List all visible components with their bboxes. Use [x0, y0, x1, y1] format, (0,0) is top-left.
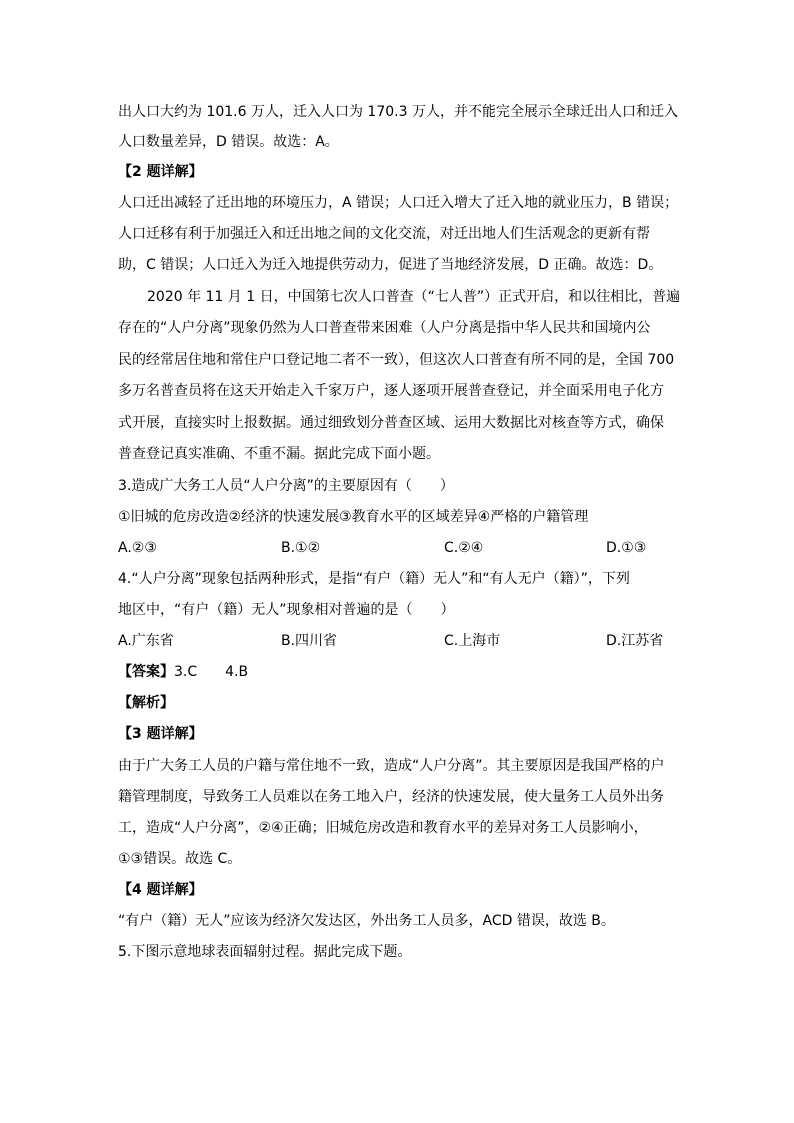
option-a: A.广东省 — [118, 633, 174, 649]
text-line: 人口迁出减轻了迁出地的环境压力，A 错误；人口迁入增大了迁入地的就业压力，B 错误； — [118, 195, 679, 211]
passage-line: 多万名普查员将在这天开始走入千家万户，逐人逐项开展普查登记，并全面采用电子化方 — [118, 383, 664, 399]
question-stem: 5.下图示意地球表面辐射过程。据此完成下题。 — [118, 944, 412, 960]
text-line: 由于广大务工人员的户籍与常住地不一致，造成“人户分离”。其主要原因是我国严格的户 — [118, 758, 665, 774]
question-stem: 地区中，“有户（籍）无人”现象相对普遍的是（ ） — [118, 602, 455, 618]
text-line: ①③错误。故选 C。 — [118, 851, 242, 867]
answer-tag: 【答案】 — [118, 664, 174, 680]
passage-line: 存在的“人户分离”现象仍然为人口普查带来困难（人户分离是指中华人民共和国境内公 — [118, 320, 651, 336]
passage-line: 普查登记真实准确、不重不漏。据此完成下面小题。 — [118, 446, 440, 462]
question-items: ①旧城的危房改造②经济的快速发展③教育水平的区域差异④严格的户籍管理 — [118, 509, 589, 525]
text-line: 工，造成“人户分离”，②④正确；旧城危房改造和教育水平的差异对务工人员影响小， — [118, 820, 648, 836]
section-heading: 【2 题详解】 — [118, 164, 203, 180]
question-stem: 4.“人户分离”现象包括两种形式，是指“有户（籍）无人”和“有人无户（籍）”，下列 — [118, 571, 630, 587]
text-line: “有户（籍）无人”应该为经济欠发达区，外出务工人员多，ACD 错误，故选 B。 — [118, 913, 615, 929]
analysis-heading: 【解析】 — [118, 695, 174, 711]
option-d: D.江苏省 — [606, 633, 664, 649]
passage-line: 2020 年 11 月 1 日，中国第七次人口普查（“七人普”）正式开启，和以往相比，普遍 — [147, 289, 681, 305]
option-b: B.①② — [281, 540, 321, 556]
answer-value: 3.C 4.B — [174, 664, 249, 680]
passage-line: 民的经常居住地和常住户口登记地二者不一致），但这次人口普查有所不同的是，全国 700 — [118, 352, 675, 368]
option-d: D.①③ — [606, 540, 647, 556]
text-line: 人口数量差异，D 错误。故选：A。 — [118, 134, 339, 150]
text-line: 人口迁移有利于加强迁入和迁出地之间的文化交流，对迁出地人们生活观念的更新有帮 — [118, 226, 650, 242]
option-b: B.四川省 — [281, 633, 338, 649]
text-line: 籍管理制度，导致务工人员难以在务工地入户，经济的快速发展，使大量务工人员外出务 — [118, 789, 664, 805]
question-stem: 3.造成广大务工人员“人户分离”的主要原因有（ ） — [118, 478, 454, 494]
option-c: C.②④ — [444, 540, 484, 556]
section-heading: 【3 题详解】 — [118, 726, 203, 742]
option-c: C.上海市 — [444, 633, 501, 649]
answer-line — [118, 662, 248, 682]
text-line: 助，C 错误；人口迁入为迁入地提供劳动力，促进了当地经济发展，D 正确。故选：D。 — [118, 257, 663, 273]
option-a: A.②③ — [118, 540, 157, 556]
passage-line: 式开展，直接实时上报数据。通过细致划分普查区域、运用大数据比对核查等方式，确保 — [118, 415, 664, 431]
section-heading: 【4 题详解】 — [118, 882, 203, 898]
text-line: 出人口大约为 101.6 万人，迁入人口为 170.3 万人，并不能完全展示全球迁出人口和迁入 — [118, 104, 678, 120]
